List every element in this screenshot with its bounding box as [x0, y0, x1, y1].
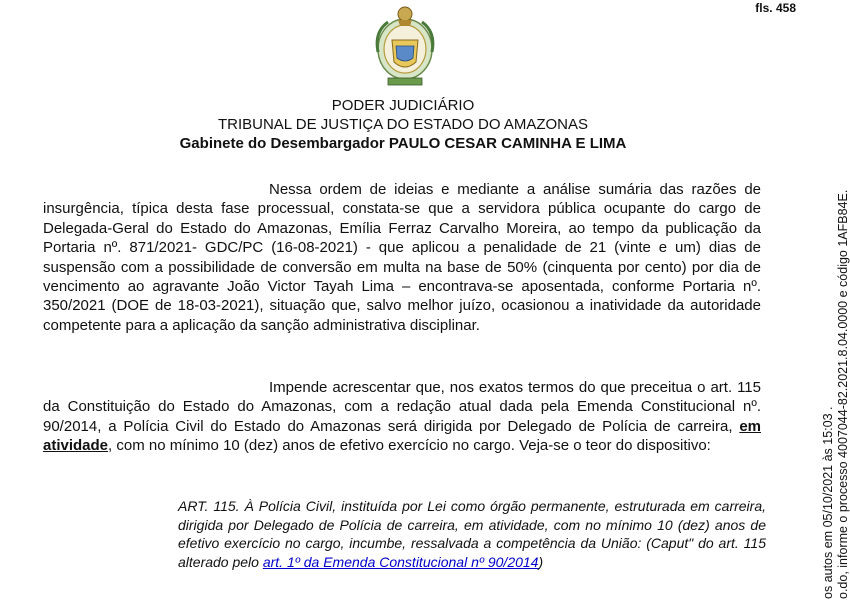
- coat-of-arms-icon: [370, 2, 440, 90]
- side-note-line-1: os autos em 05/10/2021 às 15:03 .: [821, 406, 835, 599]
- page-number: fls. 458: [755, 1, 796, 15]
- paragraph-2-after: , com no mínimo 10 (dez) anos de efetivo exercício no cargo. Veja-se o teor do dispositivo:: [108, 437, 711, 455]
- header-line-1: PODER JUDICIÁRIO: [331, 97, 475, 114]
- side-note-line-2: o.do, informe o processo 4007044-82.2021.8.04.0000 e código 1AFB84E.: [836, 189, 850, 599]
- header-line-2: TRIBUNAL DE JUSTIÇA DO ESTADO DO AMAZONAS: [217, 116, 589, 133]
- quote-closing: ): [538, 553, 544, 570]
- amendment-link[interactable]: art. 1º da Emenda Constitucional nº 90/2014: [262, 553, 539, 570]
- paragraph-2: [43, 378, 761, 456]
- document-header: [0, 96, 806, 153]
- quote-text: ART. 115. À Polícia Civil, instituída por Lei como órgão permanente, estruturada em carreira, dirigida por Delegado de Polícia de carreira, em atividade, com no mínimo 10 (dez) anos de efetivo exercício no cargo, incumbe, ressalvada a competência da União: (Caput" do art. 115 alterado pelo: [178, 498, 766, 570]
- paragraph-2-before: Impende acrescentar que, nos exatos termos do que preceitua o art. 115 da Constituição do Estado do Amazonas, com a redação atual dada pela Emenda Constitucional nº. 90/2014, a Polícia Civil do Estado do Amazonas será dirigida por Delegado de Polícia de carreira,: [43, 379, 761, 435]
- paragraph-2-emphasis: em atividade: [43, 417, 761, 455]
- paragraph-1-text: Nessa ordem de ideias e mediante a análise sumária das razões de insurgência, típica desta fase processual, constata-se que a servidora pública ocupante do cargo de Delegada-Geral do Estado do Amazonas, Emília Ferraz Carvalho Moreira, ao tempo da publicação da Portaria nº. 871/2021- GDC/PC (16-08-2021) - que aplicou a penalidade de 21 (vinte e um) dias de suspensão com a possibilidade de conversão em multa na base de 50% (cinquenta por cento) por dia de vencimento ao agravante João Victor Tayah Lima – encontrava-se aposentada, conforme Portaria nº. 350/2021 (DOE de 18-03-2021), situação que, salvo melhor juízo, ocasionou a inatividade da autoridade competente para a aplicação da sanção administrativa disciplinar.: [43, 181, 761, 334]
- legal-quote: [178, 497, 766, 571]
- paragraph-1: [43, 180, 761, 335]
- header-line-3: Gabinete do Desembargador PAULO CESAR CAMINHA E LIMA: [179, 135, 627, 152]
- side-verification-note: [808, 0, 850, 599]
